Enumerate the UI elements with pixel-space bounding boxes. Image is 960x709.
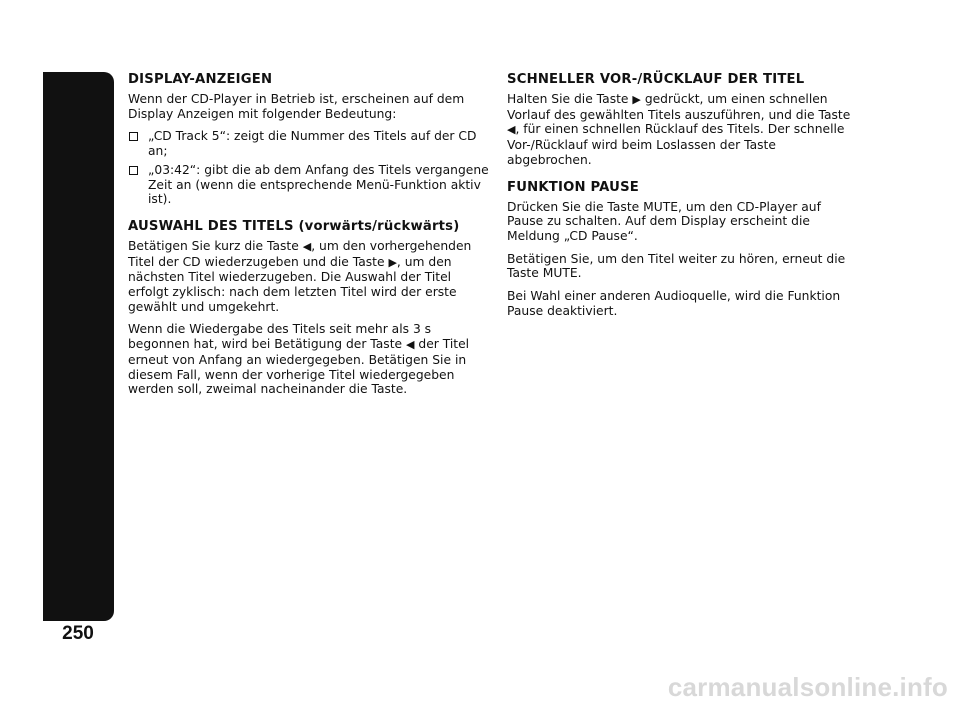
lauf-p1-a: Halten Sie die Taste	[507, 92, 629, 106]
lauf-p1-c: , für einen schnellen Rücklauf des Titels. Der schnelle Vor-/Rücklauf wird beim Loslassen der Taste abgebrochen.	[507, 122, 845, 167]
lauf-paragraph	[507, 92, 857, 168]
auswahl-p1-a: Betätigen Sie kurz die Taste	[128, 238, 299, 253]
pause-paragraph-1: Drücken Sie die Taste MUTE, um den CD-Player auf Pause zu schalten. Auf dem Display erscheint die Meldung „CD Pause“.	[507, 199, 821, 243]
list-item	[128, 129, 493, 158]
auswahl-p1-b: , um den vorhergehenden Titel der CD wiederzugeben und die Taste	[128, 238, 472, 269]
display-heading: DISPLAY-ANZEIGEN	[128, 72, 273, 87]
right-column	[507, 72, 857, 326]
triangle-left-icon: ◀	[302, 239, 312, 253]
auswahl-p2-b: der Titel erneut von Anfang an wiedergegeben. Betätigen Sie in diesem Fall, wenn der vorherige Titel wiedergegeben werden soll, zweimal nacheinander die Taste.	[128, 337, 470, 397]
auswahl-heading: AUSWAHL DES TITELS (vorwärts/rückwärts)	[128, 218, 460, 234]
watermark: carmanualsonline.info	[667, 672, 948, 702]
auswahl-paragraph-1	[128, 239, 493, 315]
section-side-tab	[43, 72, 127, 621]
checkbox-bullet-icon	[129, 166, 138, 175]
page-number: 250	[62, 623, 94, 644]
auswahl-p2-a: Wenn die Wiedergabe des Titels seit mehr als 3 s begonnen hat, wird bei Betätigung der Taste	[128, 322, 432, 352]
display-list	[128, 129, 493, 207]
triangle-right-icon: ▶	[388, 255, 397, 269]
list-item	[128, 163, 493, 207]
display-intro: Wenn der CD-Player in Betrieb ist, erscheinen auf dem Display Anzeigen mit folgender Bedeutung:	[128, 92, 465, 121]
section-label: AUTORADIO	[115, 385, 127, 449]
pause-paragraph-3: Bei Wahl einer anderen Audioquelle, wird die Funktion Pause deaktiviert.	[507, 289, 841, 318]
auswahl-p1-c: , um den nächsten Titel wiederzugeben. Die Auswahl der Titel erfolgt zyklisch: nach dem letzten Titel wird der erste gewählt und umgekehrt.	[128, 254, 457, 314]
list-item-text: „03:42“: gibt die ab dem Anfang des Titels vergangene Zeit an (wenn die entsprechende Menü-Funktion aktiv ist).	[148, 162, 489, 207]
list-item-text: „CD Track 5“: zeigt die Nummer des Titels auf der CD an;	[148, 129, 477, 159]
triangle-right-icon: ▶	[632, 93, 641, 106]
lauf-p1-b: gedrückt, um einen schnellen Vorlauf des gewählten Titels auszuführen, und die Taste	[507, 92, 851, 122]
triangle-left-icon: ◀	[507, 123, 516, 137]
auswahl-paragraph-2	[128, 322, 493, 397]
lauf-heading: SCHNELLER VOR-/RÜCKLAUF DER TITEL	[507, 72, 805, 87]
pause-heading: FUNKTION PAUSE	[507, 179, 639, 195]
triangle-left-icon: ◀	[406, 338, 415, 352]
left-column	[128, 72, 493, 405]
pause-paragraph-2: Betätigen Sie, um den Titel weiter zu hören, erneut die Taste MUTE.	[507, 251, 846, 281]
checkbox-bullet-icon	[129, 132, 138, 141]
